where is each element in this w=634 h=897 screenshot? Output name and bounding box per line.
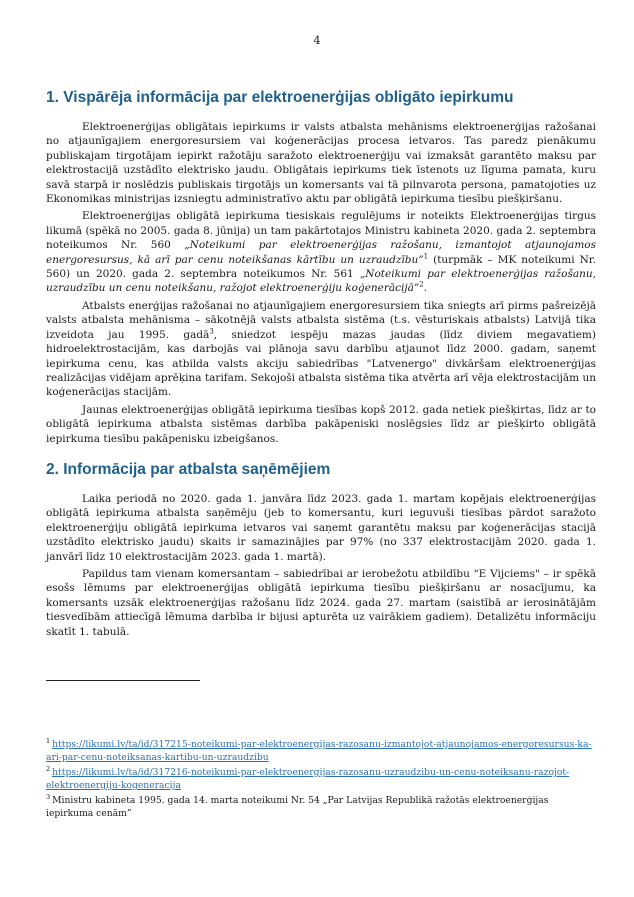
paragraph-text: . xyxy=(423,282,428,295)
regulation-title: „Noteikumi par elektroenerģijas ražošanu, izmantojot atjaunojamos energoresursus, kā arī par cenu noteikšanas kārtību un uzraudzību” xyxy=(46,239,596,266)
paragraph xyxy=(46,209,596,295)
paragraph-text: Atbalsts enerģijas ražošanai no atjaunīgajiem energoresursiem tika sniegts arī pirms pašreizējā valsts atbalsta mehānisma – sākotnējā valsts atbalsta sistēma (t.s. vēsturiskais atbalsts) Latvijā tika izveidota jau 1995. gadā xyxy=(46,299,596,341)
footnote-ref[interactable]: 1 xyxy=(423,252,429,261)
footnotes xyxy=(46,738,596,822)
paragraph: Jaunas elektroenerģijas obligātā iepirkuma tiesības kopš 2012. gada netiek piešķirtas, līdz ar to obligātā iepirkuma atbalsta sistēmas darbība pakāpeniski noslēgsies līdz ar piešķirto obligātā iepirkuma tiesību pakāpenisku izbeigšanos. xyxy=(46,403,596,445)
paragraph-text: Elektroenerģijas obligātā iepirkuma tiesiskais regulējums ir noteikts Elektroenerģijas tirgus likumā (spēkā no 2005. gada 8. jūnija) un tam pakārtotajos Ministru kabineta 2020. gada 2. septembra noteikumos Nr. 560 xyxy=(46,210,596,252)
footnote-link[interactable]: https://likumi.lv/ta/id/317216-noteikumi-par-elektroenergijas-razosanu-uzraudzibu-un-cenu-noteiksanu-razojot-elektroenergiju-kogeneracija xyxy=(46,767,570,791)
footnote-1 xyxy=(46,738,596,764)
regulation-title: „Noteikumi par elektroenerģijas ražošanu, uzraudzību un cenu noteikšanu, ražojot elektroenerģiju koģenerācijā” xyxy=(46,268,596,295)
page-number: 4 xyxy=(313,34,321,47)
paragraph: Elektroenerģijas obligātais iepirkums ir valsts atbalsta mehānisms elektroenerģijas ražošanai no atjaunīgajiem energoresursiem vai koģenerācijas procesa ietvaros. Tas paredz pienākumu publiskajam tirgotājam iepirkt ražotāju saražoto elektroenerģiju vai izmaksāt garantēto maksu par elektrostacijā uzstādīto elektrisko jaudu. Obligātais iepirkums tiek īstenots uz līguma pamata, kuru savā starpā ir noslēdzis publiskais tirgotājs un komersants vai tā pilnvarota persona, pamatojoties uz Ekonomikas ministrijas izsniegtu administratīvo aktu par obligātā iepirkuma tiesību piešķiršanu. xyxy=(46,121,596,206)
document-body xyxy=(46,88,596,642)
footnote-3 xyxy=(46,794,596,820)
footnote-divider xyxy=(46,680,200,681)
section-heading-2: 2. Informācija par atbalsta saņēmējiem xyxy=(46,460,331,478)
footnote-link[interactable]: https://likumi.lv/ta/id/317215-noteikumi-par-elektroenergijas-razosanu-izmantojot-atjaunojamos-energoresursus-ka-ari-par-cenu-noteiksanas-kartibu-un-uzraudzibu xyxy=(46,739,592,763)
footnote-2 xyxy=(46,766,596,792)
paragraph: Papildus tam vienam komersantam – sabiedrībai ar ierobežotu atbildību "E Vijciems" – ir spēkā esošs lēmums par elektroenerģijas obligātā iepirkuma tiesību piešķiršanu ar nosacījumu, ka komersants uzsāk elektroenerģijas ražošanu līdz 2024. gada 27. martam (saistībā ar ierosinātājām tiesvedībām attiecīgā lēmuma darbība ir bijusi apturēta uz vairākiem gadiem). Detalizētu informāciju skatīt 1. tabulā. xyxy=(46,567,596,638)
footnote-number: 3 xyxy=(46,792,51,801)
footnote-text: Ministru kabineta 1995. gada 14. marta noteikumi Nr. 54 „Par Latvijas Republikā ražotās elektroenerģijas iepirkuma cenām” xyxy=(46,795,549,819)
footnote-number: 2 xyxy=(46,764,51,773)
section-heading-1: 1. Vispārēja informācija par elektroenerģijas obligāto iepirkumu xyxy=(46,89,514,106)
footnote-ref[interactable]: 3 xyxy=(209,327,214,336)
footnote-ref[interactable]: 2 xyxy=(419,280,424,289)
paragraph-text: , sniedzot iespēju mazas jaudas (līdz diviem megavatiem) hidroelektrostacijām, kas darbojās vai plānoja savu darbību atjaunot līdz 2000. gadam, saņemt iepirkuma cenu, kas atbilda valsts akciju sabiedrības "Latvenergo" divkāršam elektroenerģijas realizācijas vidējam aprēķina tarifam. Sekojoši atbalsta sistēma tika atvērta arī vēja elektrostacijām un koģenerācijas stacijām. xyxy=(46,328,596,399)
paragraph: Laika periodā no 2020. gada 1. janvāra līdz 2023. gada 1. martam kopējais elektroenerģijas obligātā iepirkuma atbalsta saņēmēju (jeb to komersantu, kuri ieguvuši tiesības pārdot saražoto elektroenerģiju obligātā iepirkuma ietvaros vai saņemt garantētu maksu par koģenerācijas stacijā uzstādīto elektrisko jaudu) skaits ir samazinājies par 97% (no 337 elektrostacijām 2020. gada 1. janvārī līdz 10 elektrostacijām 2023. gada 1. martā). xyxy=(46,492,596,563)
paragraph xyxy=(46,299,596,400)
paragraph-text: (turpmāk – MK noteikumi Nr. 560) un 2020. gada 2. septembra noteikumos Nr. 561 xyxy=(46,253,596,281)
footnote-number: 1 xyxy=(46,736,51,745)
